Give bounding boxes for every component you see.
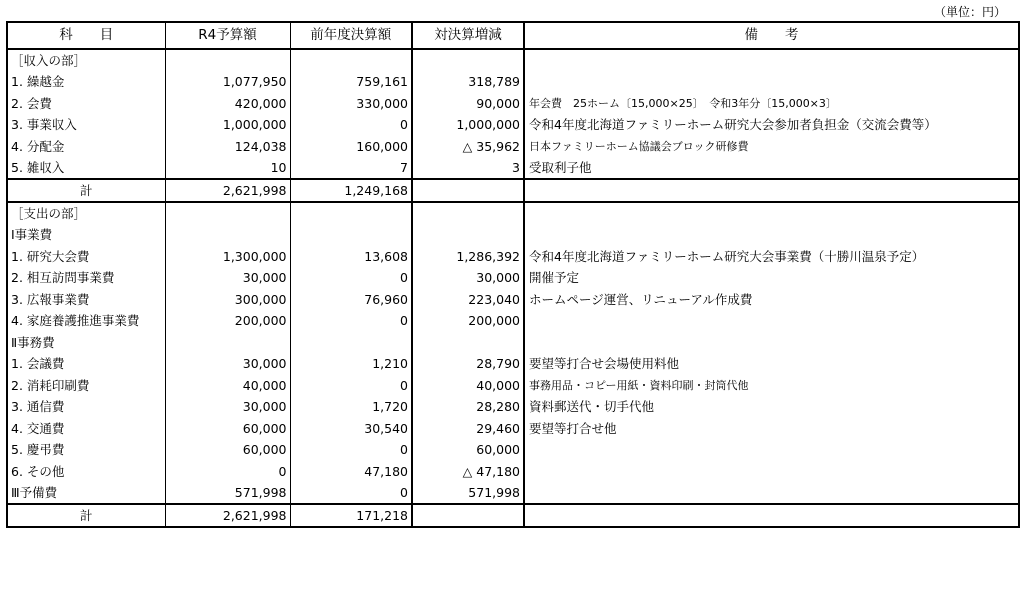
header-row [7,22,1019,49]
diff-cell: 28,790 [412,353,524,375]
section-row [7,332,1019,354]
diff-cell [412,202,524,224]
diff-cell: △ 47,180 [412,461,524,483]
prev-cell: 76,960 [290,289,412,311]
table-row [7,439,1019,461]
remarks-cell: 資料郵送代・切手代他 [524,396,1019,418]
diff-cell: 200,000 [412,310,524,332]
remarks-cell: 要望等打合せ会場使用料他 [524,353,1019,375]
item-cell: 4. 分配金 [7,136,165,158]
item-cell: 2. 会費 [7,93,165,115]
budget-cell: 1,000,000 [165,114,290,136]
diff-cell [412,49,524,71]
budget-table [6,21,1020,528]
diff-cell: 60,000 [412,439,524,461]
prev-cell [290,202,412,224]
item-cell: 4. 家庭養護推進事業費 [7,310,165,332]
item-cell: 2. 消耗印刷費 [7,375,165,397]
diff-cell: 1,000,000 [412,114,524,136]
section-row [7,202,1019,224]
item-cell: 2. 相互訪問事業費 [7,267,165,289]
table-row [7,353,1019,375]
item-cell: 3. 広報事業費 [7,289,165,311]
budget-cell: 2,621,998 [165,504,290,527]
table-row [7,246,1019,268]
table-row [7,418,1019,440]
table-row [7,114,1019,136]
table-row [7,461,1019,483]
diff-cell: △ 35,962 [412,136,524,158]
prev-cell: 0 [290,375,412,397]
remarks-cell: 受取利子他 [524,157,1019,179]
budget-cell: 420,000 [165,93,290,115]
prev-cell [290,49,412,71]
diff-cell: 28,280 [412,396,524,418]
item-cell: 6. その他 [7,461,165,483]
item-cell: Ⅰ事業費 [7,224,165,246]
section-row [7,224,1019,246]
budget-cell: 30,000 [165,353,290,375]
diff-cell: 40,000 [412,375,524,397]
diff-cell [412,332,524,354]
diff-cell: 90,000 [412,93,524,115]
remarks-cell [524,504,1019,527]
diff-cell: 30,000 [412,267,524,289]
diff-cell: 3 [412,157,524,179]
budget-cell: 300,000 [165,289,290,311]
diff-cell [412,179,524,202]
remarks-cell [524,310,1019,332]
remarks-cell [524,49,1019,71]
diff-cell: 223,040 [412,289,524,311]
budget-cell [165,224,290,246]
prev-cell: 0 [290,310,412,332]
header-diff: 対決算増減 [412,22,524,49]
budget-cell [165,332,290,354]
item-cell: 5. 慶弔費 [7,439,165,461]
diff-cell: 1,286,392 [412,246,524,268]
remarks-cell [524,461,1019,483]
budget-cell: 200,000 [165,310,290,332]
header-item: 科 目 [7,22,165,49]
item-cell: 1. 繰越金 [7,71,165,93]
item-cell: Ⅲ予備費 [7,482,165,504]
prev-cell: 330,000 [290,93,412,115]
table-row [7,482,1019,504]
table-row [7,157,1019,179]
prev-cell: 0 [290,114,412,136]
remarks-cell [524,332,1019,354]
prev-cell: 0 [290,439,412,461]
unit-note: （単位：円） [933,5,1006,19]
remarks-cell: 事務用品・コピー用紙・資料印刷・封筒代他 [524,375,1019,397]
budget-cell: 60,000 [165,418,290,440]
prev-cell: 1,249,168 [290,179,412,202]
prev-cell: 160,000 [290,136,412,158]
remarks-cell [524,439,1019,461]
item-cell: 5. 雑収入 [7,157,165,179]
item-cell: ［支出の部］ [7,202,165,224]
remarks-cell: 開催予定 [524,267,1019,289]
remarks-cell: 要望等打合せ他 [524,418,1019,440]
item-cell: ［収入の部］ [7,49,165,71]
budget-cell: 571,998 [165,482,290,504]
table-row [7,136,1019,158]
total-row [7,504,1019,527]
item-cell: 4. 交通費 [7,418,165,440]
table-row [7,267,1019,289]
remarks-cell [524,224,1019,246]
diff-cell [412,224,524,246]
budget-cell [165,202,290,224]
budget-cell: 10 [165,157,290,179]
total-row [7,179,1019,202]
remarks-cell: 令和4年度北海道ファミリーホーム研究大会参加者負担金（交流会費等） [524,114,1019,136]
budget-cell: 1,300,000 [165,246,290,268]
remarks-cell: 年会費 25ホーム〔15,000×25〕 令和3年分〔15,000×3〕 [524,93,1019,115]
remarks-cell [524,482,1019,504]
prev-cell: 1,720 [290,396,412,418]
table-row [7,71,1019,93]
prev-cell: 0 [290,267,412,289]
prev-cell: 47,180 [290,461,412,483]
table-row [7,289,1019,311]
remarks-cell: ホームページ運営、リニューアル作成費 [524,289,1019,311]
diff-cell: 571,998 [412,482,524,504]
table-row [7,310,1019,332]
table-row [7,396,1019,418]
prev-cell: 13,608 [290,246,412,268]
budget-cell: 0 [165,461,290,483]
prev-cell: 7 [290,157,412,179]
budget-cell: 30,000 [165,267,290,289]
budget-cell: 1,077,950 [165,71,290,93]
remarks-cell [524,202,1019,224]
prev-cell: 0 [290,482,412,504]
header-remarks: 備 考 [524,22,1019,49]
budget-cell: 60,000 [165,439,290,461]
header-budget: R4予算額 [165,22,290,49]
prev-cell: 171,218 [290,504,412,527]
item-cell: 計 [7,504,165,527]
diff-cell [412,504,524,527]
prev-cell: 759,161 [290,71,412,93]
prev-cell: 30,540 [290,418,412,440]
item-cell: Ⅱ事務費 [7,332,165,354]
prev-cell: 1,210 [290,353,412,375]
remarks-cell [524,71,1019,93]
remarks-cell: 日本ファミリーホーム協議会ブロック研修費 [524,136,1019,158]
item-cell: 3. 事業収入 [7,114,165,136]
item-cell: 1. 会議費 [7,353,165,375]
budget-cell [165,49,290,71]
prev-cell [290,332,412,354]
item-cell: 3. 通信費 [7,396,165,418]
prev-cell [290,224,412,246]
table-row [7,375,1019,397]
diff-cell: 318,789 [412,71,524,93]
diff-cell: 29,460 [412,418,524,440]
item-cell: 計 [7,179,165,202]
budget-cell: 30,000 [165,396,290,418]
header-prev: 前年度決算額 [290,22,412,49]
item-cell: 1. 研究大会費 [7,246,165,268]
budget-cell: 124,038 [165,136,290,158]
section-row [7,49,1019,71]
budget-cell: 2,621,998 [165,179,290,202]
remarks-cell: 令和4年度北海道ファミリーホーム研究大会事業費（十勝川温泉予定） [524,246,1019,268]
remarks-cell [524,179,1019,202]
budget-cell: 40,000 [165,375,290,397]
table-row [7,93,1019,115]
